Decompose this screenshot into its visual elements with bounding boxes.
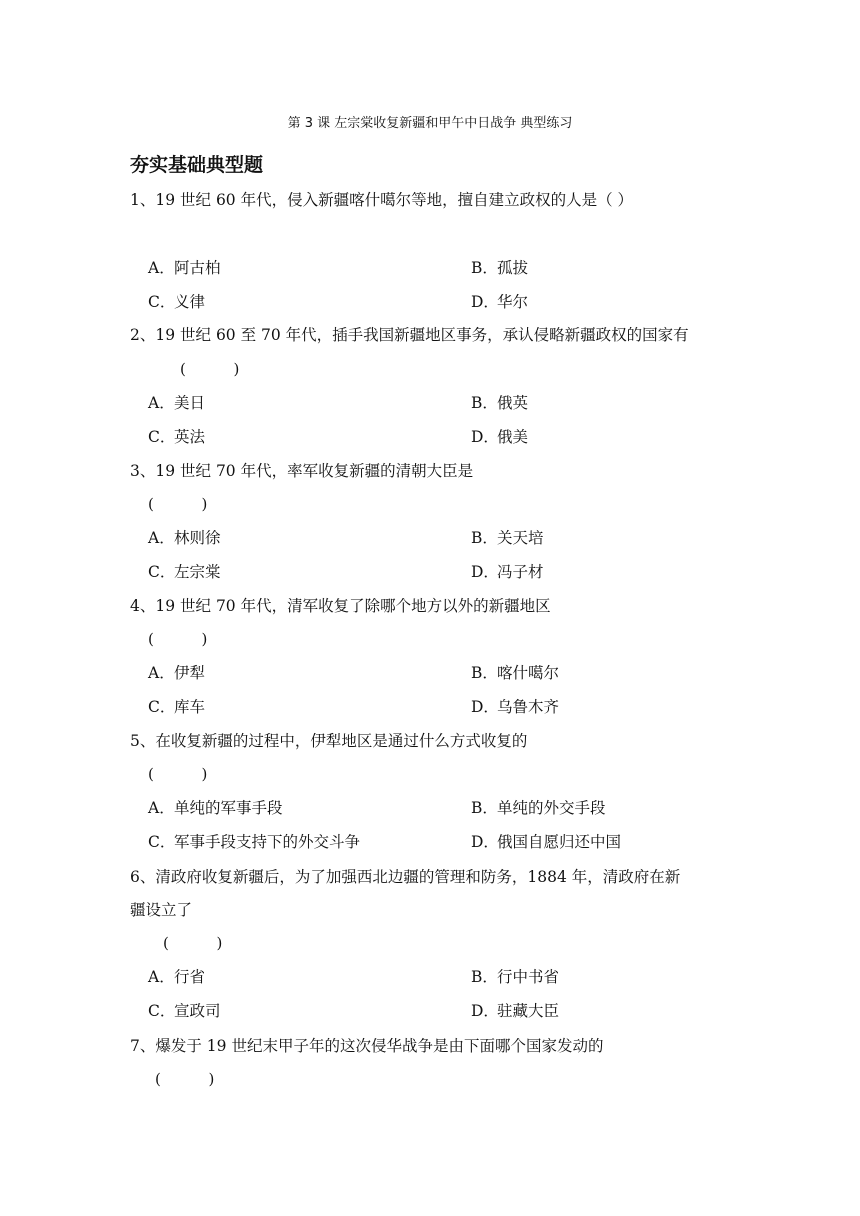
- answer-blank: ( ): [148, 765, 208, 783]
- answer-blank: ( ): [148, 495, 208, 513]
- question-2-option-b: B．俄英: [471, 394, 529, 412]
- question-1-option-b: B．孤拔: [471, 259, 529, 277]
- question-6-option-a: A．行省: [148, 968, 206, 986]
- question-4-option-c: C．库车: [148, 698, 206, 716]
- question-4-option-d: D．乌鲁木齐: [471, 698, 560, 716]
- answer-blank: ( ): [155, 1070, 215, 1088]
- question-3-stem: 3、19 世纪 70 年代，率军收复新疆的清朝大臣是: [130, 462, 474, 480]
- question-1-stem: 1、19 世纪 60 年代，侵入新疆喀什噶尔等地，擅自建立政权的人是（ ）: [130, 191, 634, 209]
- question-3-option-d: D．冯子材: [471, 563, 544, 581]
- question-6-option-b: B．行中书省: [471, 968, 560, 986]
- question-2-option-c: C．英法: [148, 428, 206, 446]
- question-1-option-d: D．华尔: [471, 293, 529, 311]
- question-2-option-d: D．俄美: [471, 428, 529, 446]
- page-title: 第 3 课 左宗棠收复新疆和甲午中日战争 典型练习: [287, 116, 573, 131]
- question-1-option-a: A．阿古柏: [148, 259, 221, 277]
- question-5-stem: 5、在收复新疆的过程中，伊犁地区是通过什么方式收复的: [130, 732, 528, 750]
- question-4-stem: 4、19 世纪 70 年代，清军收复了除哪个地方以外的新疆地区: [130, 597, 551, 615]
- answer-blank: ( ): [148, 630, 208, 648]
- answer-blank: ( ): [180, 360, 240, 378]
- question-7-stem: 7、爆发于 19 世纪末甲子年的这次侵华战争是由下面哪个国家发动的: [130, 1037, 604, 1055]
- question-5-option-b: B．单纯的外交手段: [471, 799, 606, 817]
- answer-blank: ( ): [163, 934, 223, 952]
- question-6-option-d: D．驻藏大臣: [471, 1002, 560, 1020]
- question-1-option-c: C．义律: [148, 293, 206, 311]
- question-3-option-c: C．左宗棠: [148, 563, 221, 581]
- section-heading: 夯实基础典型题: [130, 154, 264, 176]
- question-5-option-c: C．军事手段支持下的外交斗争: [148, 833, 361, 851]
- question-4-option-a: A．伊犁: [148, 664, 206, 682]
- question-2-option-a: A．美日: [148, 394, 206, 412]
- question-5-option-a: A．单纯的军事手段: [148, 799, 283, 817]
- question-6-stem-continued: 疆设立了: [130, 901, 193, 919]
- question-2-stem: 2、19 世纪 60 至 70 年代，插手我国新疆地区事务，承认侵略新疆政权的国家有: [130, 326, 689, 344]
- question-4-option-b: B．喀什噶尔: [471, 664, 560, 682]
- question-6-stem: 6、清政府收复新疆后，为了加强西北边疆的管理和防务，1884 年，清政府在新: [130, 868, 681, 886]
- question-3-option-b: B．关天培: [471, 529, 544, 547]
- question-3-option-a: A．林则徐: [148, 529, 221, 547]
- question-5-option-d: D．俄国自愿归还中国: [471, 833, 622, 851]
- question-6-option-c: C．宣政司: [148, 1002, 221, 1020]
